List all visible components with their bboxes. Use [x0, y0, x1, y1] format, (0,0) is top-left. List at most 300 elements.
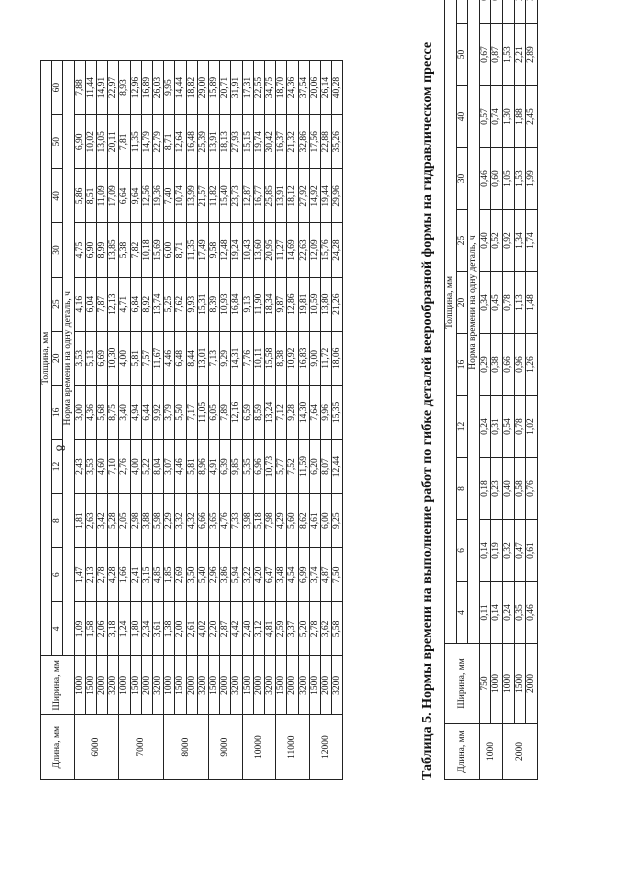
time-norm-cell: 5,86 — [74, 169, 85, 223]
time-norm-cell: 6,90 — [85, 223, 96, 277]
time-norm-cell: 7,12 — [276, 385, 287, 439]
time-norm-cell: 9,28 — [287, 385, 298, 439]
time-norm-cell: 4,00 — [119, 331, 130, 385]
time-norm-cell: 5,13 — [85, 331, 96, 385]
time-norm-cell: 29,00 — [197, 61, 208, 115]
time-norm-cell: 2,41 — [130, 548, 141, 602]
time-norm-cell: 1,26 — [526, 334, 538, 396]
width-column-header: Ширина, мм — [41, 656, 75, 715]
time-norm-cell: 10,02 — [85, 115, 96, 169]
time-norm-cell: 3,86 — [220, 548, 231, 602]
time-norm-cell: 2,78 — [97, 548, 108, 602]
time-norm-cell: 0,58 — [514, 458, 526, 520]
time-norm-cell: 5,25 — [164, 277, 175, 331]
time-norm-cell: 5,81 — [186, 439, 197, 493]
time-norm-cell: 2,13 — [85, 548, 96, 602]
time-norm-cell: 3,42 — [97, 494, 108, 548]
time-norm-cell: 9,00 — [309, 331, 320, 385]
time-norm-cell: 1,02 — [526, 396, 538, 458]
time-norm-cell: 1,53 — [502, 24, 514, 86]
time-norm-cell: 9,92 — [153, 385, 164, 439]
time-norm-cell — [479, 0, 491, 24]
time-norm-cell: 3,65 — [209, 494, 220, 548]
time-norm-cell: 8,07 — [321, 439, 332, 493]
width-cell: 1500 — [175, 656, 186, 715]
time-norm-cell: 16,83 — [298, 331, 309, 385]
length-cell: 2000 — [502, 724, 537, 780]
time-norm-cell: 4,42 — [231, 602, 242, 656]
length-column-header: Длина, мм — [41, 715, 75, 780]
table-row — [130, 61, 141, 780]
time-norms-table-5 — [444, 0, 538, 780]
time-norm-cell: 0,60 — [491, 148, 503, 210]
time-norm-cell: 3,88 — [141, 494, 152, 548]
time-norm-cell: 6,44 — [141, 385, 152, 439]
time-norm-cell: 0,57 — [479, 86, 491, 148]
time-norm-cell: 25,39 — [197, 115, 208, 169]
time-norm-cell: 5,81 — [130, 331, 141, 385]
width-cell: 2000 — [141, 656, 152, 715]
norm-label: Норма времени на одну деталь, ч — [468, 0, 480, 644]
time-norm-cell: 16,48 — [186, 115, 197, 169]
time-norm-cell: 6,90 — [74, 115, 85, 169]
time-norm-cell: 15,89 — [209, 61, 220, 115]
time-norm-cell: 6,00 — [321, 494, 332, 548]
time-norm-cell: 1,47 — [74, 548, 85, 602]
table-row — [141, 61, 152, 780]
time-norm-cell: 3,53 — [85, 439, 96, 493]
time-norms-table-1 — [40, 60, 343, 780]
time-norm-cell: 1,38 — [164, 602, 175, 656]
time-norm-cell: 0,14 — [491, 582, 503, 644]
time-norm-cell — [491, 0, 503, 24]
time-norm-cell: 0,32 — [502, 520, 514, 582]
width-cell: 2000 — [526, 644, 538, 724]
time-norm-cell: 19,74 — [253, 115, 264, 169]
time-norm-cell: 6,20 — [309, 439, 320, 493]
length-cell: 10000 — [242, 715, 276, 780]
time-norm-cell: 17,09 — [108, 169, 119, 223]
table-5-header — [445, 0, 480, 780]
table-row — [231, 61, 242, 780]
page-number: 8 — [53, 444, 69, 452]
time-norm-cell: 12,48 — [220, 223, 231, 277]
time-norm-cell: 0,78 — [502, 272, 514, 334]
table-row — [502, 0, 514, 780]
time-norm-cell: 13,24 — [265, 385, 276, 439]
time-norm-cell: 0,87 — [491, 24, 503, 86]
time-norm-cell: 35,26 — [332, 115, 343, 169]
time-norm-cell: 22,97 — [108, 61, 119, 115]
time-norm-cell: 2,45 — [526, 86, 538, 148]
table-row — [479, 0, 491, 780]
time-norm-cell: 4,28 — [108, 548, 119, 602]
time-norm-cell: 8,92 — [141, 277, 152, 331]
table-row — [175, 61, 186, 780]
time-norm-cell: 4,81 — [265, 602, 276, 656]
time-norm-cell: 22,79 — [153, 115, 164, 169]
time-norm-cell: 15,15 — [242, 115, 253, 169]
time-norm-cell: 1,66 — [119, 548, 130, 602]
time-norm-cell: 4,36 — [85, 385, 96, 439]
time-norm-cell: 13,01 — [197, 331, 208, 385]
thickness-value: 40 — [52, 169, 63, 223]
time-norm-cell: 14,30 — [298, 385, 309, 439]
time-norm-cell: 3,62 — [321, 602, 332, 656]
time-norm-cell: 2,40 — [242, 602, 253, 656]
time-norm-cell: 2,29 — [164, 494, 175, 548]
width-cell: 2000 — [186, 656, 197, 715]
table-row — [197, 61, 208, 780]
thickness-value: 25 — [456, 210, 468, 272]
time-norm-cell: 0,92 — [502, 210, 514, 272]
time-norm-cell: 3,12 — [253, 602, 264, 656]
time-norm-cell: 8,38 — [276, 331, 287, 385]
time-norm-cell: 11,35 — [130, 115, 141, 169]
time-norm-cell: 2,63 — [85, 494, 96, 548]
time-norm-cell: 12,87 — [242, 169, 253, 223]
time-norm-cell: 1,58 — [85, 602, 96, 656]
thickness-value: 40 — [456, 86, 468, 148]
time-norm-cell: 0,54 — [502, 396, 514, 458]
time-norm-cell: 11,72 — [321, 331, 332, 385]
thickness-value: 25 — [52, 277, 63, 331]
time-norm-cell: 15,35 — [332, 385, 343, 439]
time-norm-cell: 11,35 — [186, 223, 197, 277]
time-norm-cell: 1,05 — [502, 148, 514, 210]
time-norm-cell: 8,75 — [108, 385, 119, 439]
time-norm-cell: 7,33 — [231, 494, 242, 548]
time-norm-cell: 14,91 — [97, 61, 108, 115]
time-norm-cell: 6,84 — [130, 277, 141, 331]
width-cell: 1000 — [491, 644, 503, 724]
time-norm-cell: 15,69 — [153, 223, 164, 277]
time-norm-cell: 11,67 — [153, 331, 164, 385]
time-norm-cell: 2,89 — [526, 24, 538, 86]
time-norm-cell: 2,34 — [141, 602, 152, 656]
length-cell: 1000 — [479, 724, 502, 780]
time-norm-cell: 13,74 — [153, 277, 164, 331]
thickness-value — [456, 0, 468, 24]
width-cell: 1500 — [130, 656, 141, 715]
time-norm-cell: 12,56 — [141, 169, 152, 223]
time-norm-cell: 0,96 — [514, 334, 526, 396]
time-norm-cell: 9,58 — [209, 223, 220, 277]
width-cell: 2000 — [287, 656, 298, 715]
thickness-value: 6 — [456, 520, 468, 582]
width-cell: 1500 — [85, 656, 96, 715]
time-norm-cell: 0,47 — [514, 520, 526, 582]
width-cell: 1500 — [209, 656, 220, 715]
time-norm-cell: 21,57 — [197, 169, 208, 223]
table-row — [298, 61, 309, 780]
time-norm-cell: 24,28 — [332, 223, 343, 277]
time-norm-cell: 32,86 — [298, 115, 309, 169]
width-cell: 1500 — [276, 656, 287, 715]
time-norm-cell: 16,84 — [231, 277, 242, 331]
time-norm-cell: 18,70 — [276, 61, 287, 115]
time-norm-cell: 10,93 — [220, 277, 231, 331]
thickness-value: 8 — [52, 494, 63, 548]
time-norm-cell: 0,24 — [502, 582, 514, 644]
time-norm-cell: 22,88 — [321, 115, 332, 169]
time-norm-cell: 0,78 — [514, 396, 526, 458]
time-norm-cell: 6,96 — [253, 439, 264, 493]
time-norm-cell: 2,20 — [209, 602, 220, 656]
table-row — [74, 61, 85, 780]
time-norm-cell: 27,93 — [231, 115, 242, 169]
time-norm-cell: 10,18 — [141, 223, 152, 277]
time-norm-cell: 12,86 — [287, 277, 298, 331]
time-norm-cell: 0,11 — [479, 582, 491, 644]
time-norm-cell: 20,95 — [265, 223, 276, 277]
table-1-header — [41, 61, 75, 780]
time-norm-cell: 13,91 — [276, 169, 287, 223]
time-norm-cell: 7,98 — [265, 494, 276, 548]
time-norm-cell: 1,48 — [526, 272, 538, 334]
rotated-page-content — [40, 41, 600, 780]
time-norm-cell: 26,03 — [153, 61, 164, 115]
length-column-header: Длина, мм — [445, 724, 480, 780]
time-norm-cell: 1,30 — [502, 86, 514, 148]
time-norm-cell: 2,43 — [74, 439, 85, 493]
time-norm-cell: 0,67 — [479, 24, 491, 86]
thickness-value: 16 — [456, 334, 468, 396]
time-norm-cell: 19,81 — [298, 277, 309, 331]
thickness-value: 4 — [456, 582, 468, 644]
time-norm-cell: 0,45 — [491, 272, 503, 334]
time-norm-cell: 5,77 — [276, 439, 287, 493]
width-cell: 3200 — [332, 656, 343, 715]
time-norm-cell: 11,05 — [197, 385, 208, 439]
time-norm-cell: 25,85 — [265, 169, 276, 223]
time-norm-cell: 1,88 — [514, 86, 526, 148]
table-row — [276, 61, 287, 780]
table-row — [514, 0, 526, 780]
thickness-value: 8 — [456, 458, 468, 520]
time-norm-cell: 0,74 — [491, 86, 503, 148]
time-norm-cell: 1,99 — [526, 148, 538, 210]
time-norm-cell: 5,60 — [287, 494, 298, 548]
width-cell: 750 — [479, 644, 491, 724]
table-row — [164, 61, 175, 780]
time-norm-cell: 0,19 — [491, 520, 503, 582]
time-norm-cell: 0,14 — [479, 520, 491, 582]
time-norm-cell: 9,64 — [130, 169, 141, 223]
time-norm-cell: 5,68 — [97, 385, 108, 439]
time-norm-cell: 4,32 — [186, 494, 197, 548]
time-norm-cell: 0,61 — [526, 520, 538, 582]
time-norm-cell: 5,28 — [108, 494, 119, 548]
time-norm-cell: 14,92 — [309, 169, 320, 223]
time-norm-cell: 0,66 — [502, 334, 514, 396]
time-norm-cell: 12,13 — [108, 277, 119, 331]
width-cell: 1500 — [514, 644, 526, 724]
time-norm-cell: 2,06 — [97, 602, 108, 656]
time-norm-cell: 16,37 — [276, 115, 287, 169]
time-norm-cell: 3,32 — [175, 494, 186, 548]
time-norm-cell: 4,46 — [175, 439, 186, 493]
table-row — [97, 61, 108, 780]
time-norm-cell: 14,69 — [287, 223, 298, 277]
length-cell: 6000 — [74, 715, 119, 780]
width-cell: 1000 — [119, 656, 130, 715]
time-norm-cell: 3,79 — [164, 385, 175, 439]
time-norm-cell: 14,79 — [141, 115, 152, 169]
time-norm-cell: 7,50 — [332, 548, 343, 602]
time-norm-cell: 6,39 — [220, 439, 231, 493]
time-norm-cell: 19,44 — [321, 169, 332, 223]
time-norm-cell: 13,99 — [186, 169, 197, 223]
width-cell: 1500 — [309, 656, 320, 715]
time-norm-cell: 15,58 — [265, 331, 276, 385]
time-norm-cell: 5,50 — [175, 385, 186, 439]
time-norm-cell: 15,76 — [321, 223, 332, 277]
time-norm-cell: 4,91 — [209, 439, 220, 493]
length-cell: 12000 — [309, 715, 343, 780]
time-norm-cell: 7,81 — [119, 115, 130, 169]
time-norm-cell: 10,92 — [287, 331, 298, 385]
time-norm-cell: 7,88 — [74, 61, 85, 115]
time-norm-cell: 10,30 — [108, 331, 119, 385]
table-row — [287, 61, 298, 780]
time-norm-cell: 31,91 — [231, 61, 242, 115]
time-norm-cell: 6,99 — [298, 548, 309, 602]
width-column-header: Ширина, мм — [445, 644, 480, 724]
thickness-value: 50 — [456, 24, 468, 86]
time-norm-cell: 15,40 — [220, 169, 231, 223]
time-norm-cell — [502, 0, 514, 24]
time-norm-cell: 6,05 — [209, 385, 220, 439]
time-norm-cell: 9,87 — [276, 277, 287, 331]
time-norm-cell: 3,61 — [153, 602, 164, 656]
time-norm-cell: 2,76 — [119, 439, 130, 493]
time-norm-cell: 3,74 — [309, 548, 320, 602]
time-norm-cell: 10,43 — [242, 223, 253, 277]
time-norm-cell: 17,56 — [309, 115, 320, 169]
time-norm-cell: 15,31 — [197, 277, 208, 331]
time-norm-cell: 1,09 — [74, 602, 85, 656]
time-norm-cell: 8,96 — [197, 439, 208, 493]
time-norm-cell: 13,60 — [253, 223, 264, 277]
time-norm-cell: 4,00 — [130, 439, 141, 493]
time-norm-cell: 5,40 — [197, 548, 208, 602]
time-norm-cell: 4,16 — [74, 277, 85, 331]
time-norm-cell: 21,32 — [287, 115, 298, 169]
time-norm-cell: 4,20 — [253, 548, 264, 602]
time-norm-cell: 7,87 — [97, 277, 108, 331]
time-norm-cell: 17,31 — [242, 61, 253, 115]
time-norm-cell: 8,71 — [175, 223, 186, 277]
time-norm-cell: 8,99 — [97, 223, 108, 277]
time-norm-cell: 3,37 — [287, 602, 298, 656]
time-norm-cell: 0,38 — [491, 334, 503, 396]
time-norm-cell: 3,48 — [276, 548, 287, 602]
time-norm-cell: 8,62 — [298, 494, 309, 548]
length-cell: 11000 — [276, 715, 310, 780]
table-row — [253, 61, 264, 780]
time-norm-cell: 5,18 — [253, 494, 264, 548]
time-norm-cell: 3,50 — [186, 548, 197, 602]
time-norm-cell: 8,04 — [153, 439, 164, 493]
time-norm-cell: 7,40 — [164, 169, 175, 223]
time-norm-cell: 18,82 — [186, 61, 197, 115]
table-5-body — [479, 0, 537, 780]
time-norm-cell: 12,16 — [231, 385, 242, 439]
thickness-value: 20 — [456, 272, 468, 334]
time-norm-cell: 34,75 — [265, 61, 276, 115]
time-norm-cell: 16,77 — [253, 169, 264, 223]
time-norm-cell: 7,89 — [220, 385, 231, 439]
time-norm-cell: 17,49 — [197, 223, 208, 277]
thickness-value: 4 — [52, 602, 63, 656]
thickness-value: 12 — [456, 396, 468, 458]
time-norm-cell: 0,31 — [491, 396, 503, 458]
time-norm-cell: 6,00 — [164, 223, 175, 277]
thickness-value: 60 — [52, 61, 63, 115]
time-norm-cell: 3,53 — [74, 331, 85, 385]
time-norm-cell: 14,44 — [175, 61, 186, 115]
table-row — [85, 61, 96, 780]
width-cell: 3200 — [231, 656, 242, 715]
table-row — [108, 61, 119, 780]
time-norm-cell: 12,96 — [130, 61, 141, 115]
table-row — [265, 61, 276, 780]
width-cell: 3200 — [298, 656, 309, 715]
time-norm-cell: 3,18 — [108, 602, 119, 656]
time-norm-cell: 26,14 — [321, 61, 332, 115]
time-norm-cell: 0,76 — [526, 458, 538, 520]
length-cell: 8000 — [164, 715, 209, 780]
time-norm-cell: 3,40 — [119, 385, 130, 439]
time-norm-cell: 4,76 — [220, 494, 231, 548]
table-row — [153, 61, 164, 780]
time-norm-cell: 30,42 — [265, 115, 276, 169]
thickness-value: 12 — [52, 439, 63, 493]
time-norm-cell: 0,35 — [514, 582, 526, 644]
time-norm-cell: 0,46 — [479, 148, 491, 210]
thickness-value: 6 — [52, 548, 63, 602]
time-norm-cell: 5,35 — [242, 439, 253, 493]
time-norm-cell: 4,02 — [197, 602, 208, 656]
time-norm-cell: 10,11 — [253, 331, 264, 385]
table-row — [220, 61, 231, 780]
time-norm-cell: 20,11 — [108, 115, 119, 169]
time-norm-cell: 4,61 — [309, 494, 320, 548]
time-norm-cell: 24,36 — [287, 61, 298, 115]
width-cell: 1000 — [502, 644, 514, 724]
time-norm-cell: 1,74 — [526, 210, 538, 272]
time-norm-cell: 2,98 — [130, 494, 141, 548]
thickness-value: 50 — [52, 115, 63, 169]
width-cell: 1500 — [242, 656, 253, 715]
time-norm-cell: 12,09 — [309, 223, 320, 277]
table-row — [242, 61, 253, 780]
time-norm-cell: 7,82 — [130, 223, 141, 277]
time-norm-cell: 14,31 — [231, 331, 242, 385]
time-norm-cell: 11,44 — [85, 61, 96, 115]
time-norm-cell: 0,46 — [526, 582, 538, 644]
width-cell: 3200 — [108, 656, 119, 715]
time-norm-cell: 1,81 — [74, 494, 85, 548]
time-norm-cell: 11,59 — [298, 439, 309, 493]
time-norm-cell: 6,64 — [119, 169, 130, 223]
time-norm-cell: 13,80 — [321, 277, 332, 331]
time-norm-cell: 9,29 — [220, 331, 231, 385]
thickness-value: 16 — [52, 385, 63, 439]
time-norm-cell: 16,89 — [141, 61, 152, 115]
time-norm-cell: 10,74 — [175, 169, 186, 223]
